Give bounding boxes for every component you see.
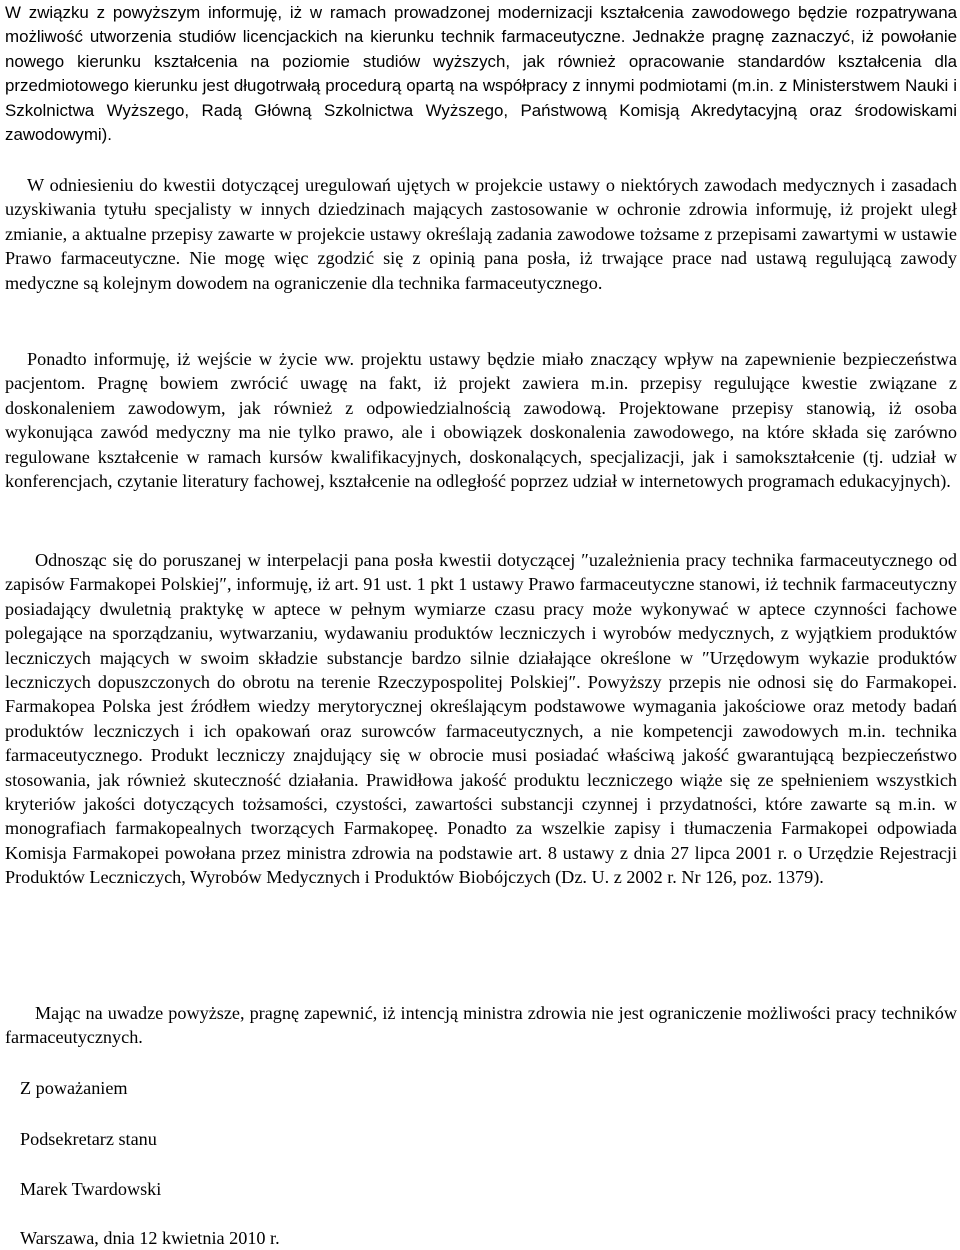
paragraph-patient-safety: Ponadto informuję, iż wejście w życie ww. projektu ustawy będzie miało znaczący wpływ na zapewnienie bezpieczeństwa pacjentom. Pragnę bowiem zwrócić uwagę na fakt, iż projekt zawiera m.in. przepisy regulujące kwestie związane z doskonaleniem zawodowym, jak również z odpowiedzialnością zawodową. Projektowane przepisy stanowią, iż osoba wykonująca zawód medyczny ma nie tylko prawo, ale i obowiązek doskonalenia zawodowego, na które składa się zarówno regulowane kształcenie w ramach kursów kwalifikacyjnych, doskonalących, specjalizacji, jak i samokształcenie (tj. udział w konferencjach, czytanie literatury fachowej, kształcenie na odległość poprzez udział w internetowych programach edukacyjnych). [5,349,957,492]
paragraph-pharmacopoeia: Odnosząc się do poruszanej w interpelacji pana posła kwestii dotyczącej ″uzależnienia pracy technika farmaceutycznego od zapisów Farmakopei Polskiej″, informuję, iż art. 91 ust. 1 pkt 1 ustawy Prawo farmaceutyczne stanowi, iż technik farmaceutyczny posiadający dwuletnią praktykę w aptece w pełnym wymiarze czasu pracy może wykonywać w aptece czynności fachowe polegające na sporządzaniu, wytwarzaniu, wydawaniu produktów leczniczych i wyrobów medycznych, z wyjątkiem produktów leczniczych mających w swoim składzie substancje bardzo silnie działające określone w ″Urzędowym wykazie produktów leczniczych dopuszczonych do obrotu na terenie Rzeczypospolitej Polskiej″. Powyższy przepis nie odnosi się do Farmakopei. Farmakopea Polska jest źródłem wiedzy merytorycznej określającym podstawowe wymagania jakościowe oraz metody badań produktów leczniczych i ich opakowań oraz surowców farmaceutycznych, a nie kompetencji zawodowych m.in. technika farmaceutycznego. Produkt leczniczy znajdujący się w obrocie musi posiadać właściwą jakość gwarantującą bezpieczeństwo stosowania, jak również skuteczność działania. Prawidłowa jakość produktu leczniczego wiąże się ze spełnieniem wszystkich kryteriów jakości dotyczących tożsamości, czystości, zawartości substancji czynnej i przydatności, które zawarte są m.in. w monografiach farmakopealnych tworzących Farmakopeę. Ponadto za wszelkie zapisy i tłumaczenia Farmakopei odpowiada Komisja Farmakopei powołana przez ministra zdrowia na podstawie art. 8 ustawy z dnia 27 lipca 2001 r. o Urzędzie Rejestracji Produktów Leczniczych, Wyrobów Medycznych i Produktów Biobójczych (Dz. U. z 2002 r. Nr 126, poz. 1379). [5,550,957,888]
signatory-position: Podsekretarz stanu [20,1129,157,1149]
signatory-name: Marek Twardowski [20,1179,162,1199]
place-and-date: Warszawa, dnia 12 kwietnia 2010 r. [20,1228,280,1248]
paragraph-conclusion: Mając na uwadze powyższe, pragnę zapewnić, iż intencją ministra zdrowia nie jest ograniczenie możliwości pracy techników farmaceutycznych. [5,1003,957,1048]
paragraph-study-programs: W związku z powyższym informuję, iż w ramach prowadzonej modernizacji kształcenia zawodowego będzie rozpatrywana możliwość utworzenia studiów licencjackich na kierunku technik farmaceutyczne. Jednakże pragnę zaznaczyć, iż powołanie nowego kierunku kształcenia na poziomie studiów wyższych, jak również opracowanie standardów kształcenia dla przedmiotowego kierunku jest długotrwałą procedurą opartą na współpracy z innymi podmiotami (m.in. z Ministerstwem Nauki i Szkolnictwa Wyższego, Radą Główną Szkolnictwa Wyższego, Państwową Komisją Akredytacyjną oraz środowiskami zawodowymi). [5,3,957,145]
closing-salutation: Z poważaniem [20,1078,128,1098]
paragraph-medical-professions-act: W odniesieniu do kwestii dotyczącej uregulowań ujętych w projekcie ustawy o niektórych zawodach medycznych i zasadach uzyskiwania tytułu specjalisty w innych dziedzinach mających zastosowanie w ochronie zdrowia informuję, iż projekt uległ zmianie, a aktualne przepisy zawarte w projekcie ustawy określają zadania zawodowe tożsame z przepisami zawartymi w ustawie Prawo farmaceutyczne. Nie mogę więc zgodzić się z opinią pana posła, iż trwające prace nad ustawą regulującą zawody medyczne są kolejnym dowodem na ograniczenie dla technika farmaceutycznego. [5,175,957,293]
